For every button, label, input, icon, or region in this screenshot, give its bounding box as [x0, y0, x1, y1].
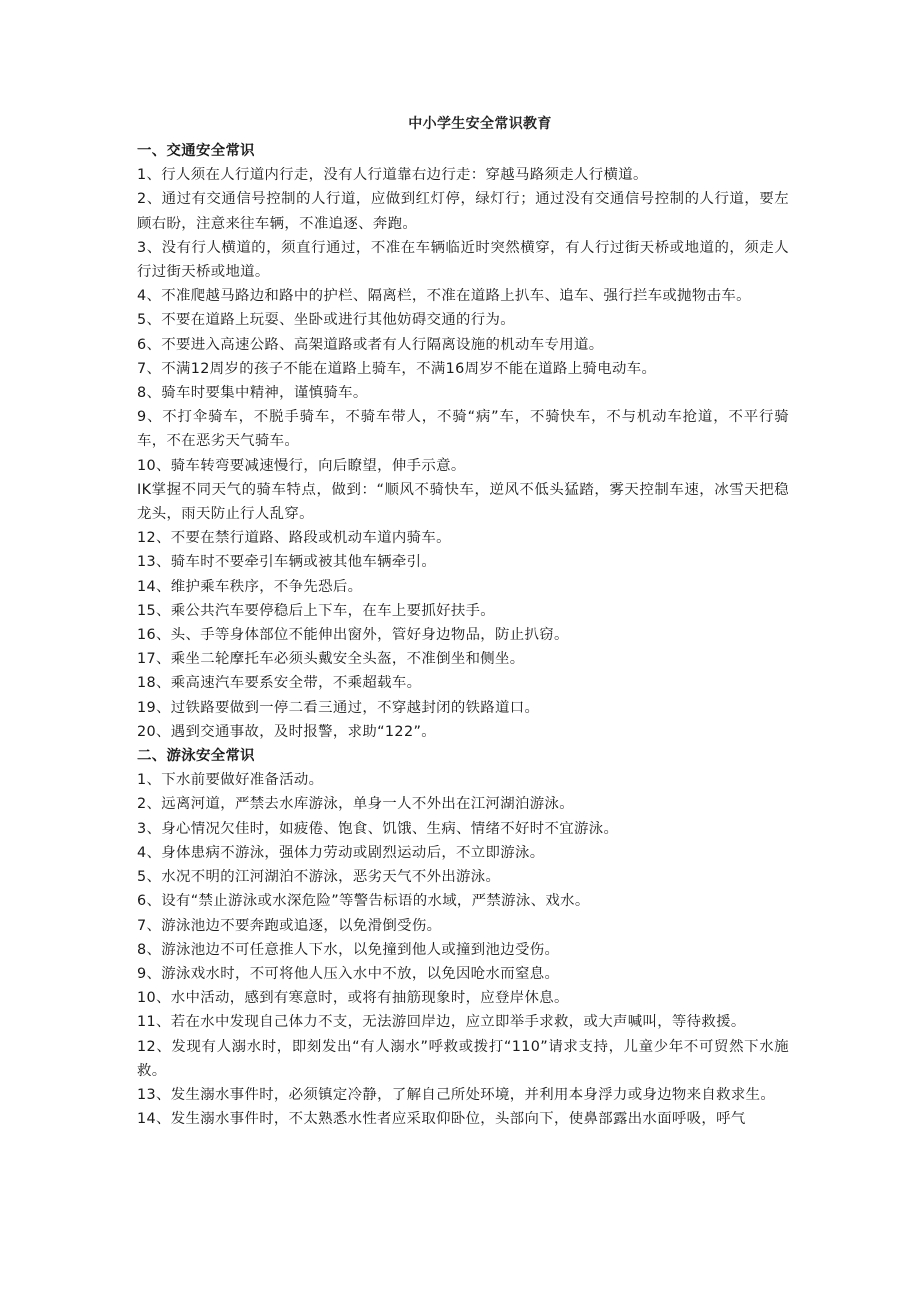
list-item: 13、骑车时不要牵引车辆或被其他车辆牵引。 — [137, 554, 437, 571]
list-item: 3、身心情况欠佳时，如疲倦、饱食、饥饿、生病、情绪不好时不宜游泳。 — [137, 820, 619, 837]
list-item: 18、乘高速汽车要系安全带，不乘超载车。 — [137, 675, 422, 692]
list-item: 13、发生溺水事件时，必须镇定冷静，了解自己所处环境，并利用本身浮力或身边物来自救求生。 — [137, 1086, 776, 1103]
list-item: 4、身体患病不游泳，强体力劳动或剧烈运动后，不立即游泳。 — [137, 844, 545, 861]
list-item: 12、不要在禁行道路、路段或机动车道内骑车。 — [137, 530, 451, 547]
list-item: 16、头、手等身体部位不能伸出窗外，管好身边物品，防止扒窃。 — [137, 627, 569, 644]
list-item: 12、发现有人溺水时，即刻发出“有人溺水”呼救或拨打“110”请求支持，儿童少年不可贸然下水施救。 — [137, 1038, 789, 1079]
list-item: 17、乘坐二轮摩托车必须头戴安全头盔，不准倒坐和侧坐。 — [137, 651, 525, 668]
list-item: 6、不要进入高速公路、高架道路或者有人行隔离设施的机动车专用道。 — [137, 336, 604, 353]
list-item: 6、设有“禁止游泳或水深危险”等警告标语的水域，严禁游泳、戏水。 — [137, 893, 590, 910]
list-item: IK掌握不同天气的骑车特点，做到：“顺风不骑快车，逆风不低头猛踏，雾天控制车速，冰雪天把稳龙头，雨天防止行人乱穿。 — [137, 481, 789, 523]
list-item: 20、遇到交通事故，及时报警，求助“122”。 — [137, 723, 436, 740]
list-item: 10、水中活动，感到有寒意时，或将有抽筋现象时，应登岸休息。 — [137, 990, 569, 1007]
section-swimming-safety — [137, 744, 789, 1131]
list-item: 9、不打伞骑车，不脱手骑车，不骑车带人，不骑“病”车，不骑快车，不与机动车抢道，不平行骑车，不在恶劣天气骑车。 — [137, 409, 789, 450]
list-item: 8、骑车时要集中精神，谨慎骑车。 — [137, 385, 368, 402]
list-item: 11、若在水中发现自己体力不支，无法游回岸边，应立即举手求救，或大声喊叫，等待救援。 — [137, 1014, 746, 1031]
list-item: 19、过铁路要做到一停二看三通过，不穿越封闭的铁路道口。 — [137, 699, 540, 716]
section-heading: 二、游泳安全常识 — [137, 748, 255, 765]
list-item: 8、游泳池边不可任意推人下水，以免撞到他人或撞到池边受伤。 — [137, 941, 560, 958]
list-item: 2、远离河道，严禁去水库游泳，单身一人不外出在江河湖泊游泳。 — [137, 796, 574, 813]
list-item: 1、行人须在人行道内行走，没有人行道靠右边行走：穿越马路须走人行横道。 — [137, 167, 648, 184]
section-heading: 一、交通安全常识 — [137, 143, 255, 159]
list-item: 15、乘公共汽车要停稳后上下车，在车上要抓好扶手。 — [137, 602, 496, 619]
section-traffic-safety — [137, 139, 789, 744]
list-item: 10、骑车转弯要减速慢行，向后瞭望，伸手示意。 — [137, 457, 466, 474]
list-item: 5、水况不明的江河湖泊不游泳，恶劣天气不外出游泳。 — [137, 869, 501, 886]
document-body — [137, 115, 789, 1131]
list-item: 14、发生溺水事件时，不太熟悉水性者应采取仰卧位，头部向下，使鼻部露出水面呼吸，呼气 — [137, 1111, 746, 1128]
list-item: 9、游泳戏水时，不可将他人压入水中不放，以免因呛水而窒息。 — [137, 965, 560, 982]
list-item: 7、不满12周岁的孩子不能在道路上骑车，不满16周岁不能在道路上骑电动车。 — [137, 360, 657, 377]
list-item: 1、下水前要做好准备活动。 — [137, 772, 324, 789]
list-item: 3、没有行人横道的，须直行通过，不准在车辆临近时突然横穿，有人行过街天桥或地道的，须走人行过街天桥或地道。 — [137, 239, 789, 281]
list-item: 14、维护乘车秩序，不争先恐后。 — [137, 578, 363, 595]
list-item: 2、通过有交通信号控制的人行道，应做到红灯停，绿灯行；通过没有交通信号控制的人行道，要左顾右盼，注意来往车辆，不准追逐、奔跑。 — [137, 191, 789, 232]
list-item: 7、游泳池边不要奔跑或追逐，以免滑倒受伤。 — [137, 917, 442, 934]
list-item: 5、不要在道路上玩耍、坐卧或进行其他妨碍交通的行为。 — [137, 312, 516, 329]
document-title: 中小学生安全常识教育 — [408, 116, 552, 132]
list-item: 4、不准爬越马路边和路中的护栏、隔离栏，不准在道路上扒车、追车、强行拦车或抛物击车。 — [137, 288, 751, 305]
